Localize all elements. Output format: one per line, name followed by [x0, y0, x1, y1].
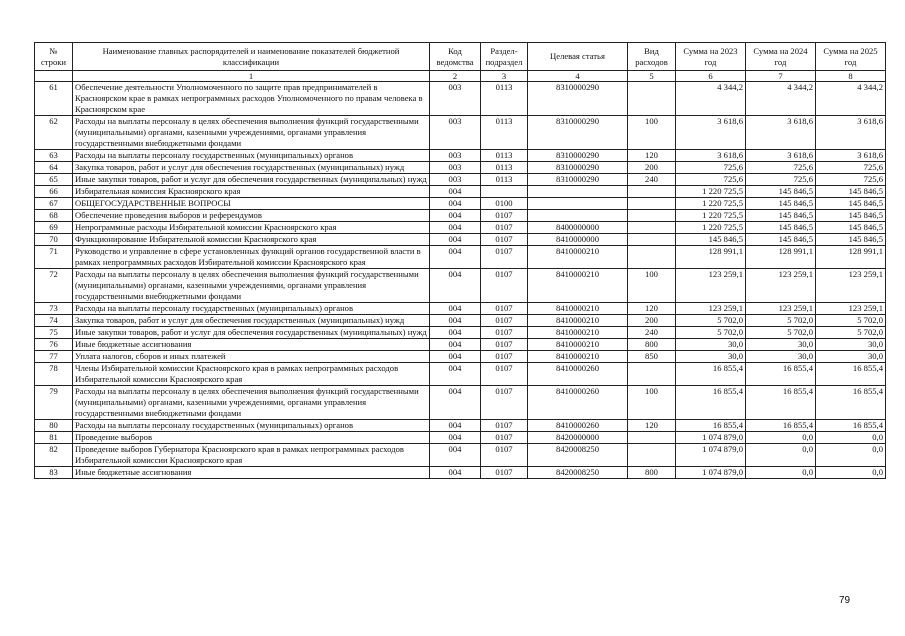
- row-number-cell: 78: [35, 363, 73, 386]
- row-name-cell: Расходы на выплаты персоналу в целях обеспечения выполнения функций государственными (муниципальными) органами, казенными учреждениями, органами управления государственными внебюджетными фондами: [73, 116, 430, 150]
- sum-2023-cell: 725,6: [676, 162, 746, 174]
- department-code-cell: 004: [430, 198, 481, 210]
- row-number-cell: 81: [35, 432, 73, 444]
- sum-2025-cell: 4 344,2: [816, 82, 886, 116]
- table-row: [35, 82, 886, 116]
- department-code-cell: 003: [430, 162, 481, 174]
- section-cell: 0107: [481, 327, 528, 339]
- budget-table-sheet: [34, 42, 885, 479]
- department-code-cell: 004: [430, 303, 481, 315]
- section-cell: 0107: [481, 303, 528, 315]
- section-cell: 0107: [481, 315, 528, 327]
- target-article-cell: 8410000210: [528, 315, 628, 327]
- row-name-cell: Проведение выборов Губернатора Красноярского края в рамках непрограммных расходов Избирательной комиссии Красноярского края: [73, 444, 430, 467]
- row-name-cell: Иные закупки товаров, работ и услуг для обеспечения государственных (муниципальных) нужд: [73, 174, 430, 186]
- sum-2025-cell: 145 846,5: [816, 210, 886, 222]
- sum-2024-cell: 0,0: [746, 432, 816, 444]
- sum-2023-cell: 4 344,2: [676, 82, 746, 116]
- row-number-cell: 61: [35, 82, 73, 116]
- row-number-cell: 73: [35, 303, 73, 315]
- target-article-cell: 8410000210: [528, 246, 628, 269]
- section-cell: 0113: [481, 116, 528, 150]
- section-cell: 0107: [481, 467, 528, 479]
- column-number: [35, 71, 73, 82]
- row-name-cell: Члены Избирательной комиссии Красноярского края в рамках непрограммных расходов Избирательной комиссии Красноярского края: [73, 363, 430, 386]
- expense-kind-cell: [628, 82, 676, 116]
- row-name-cell: Функционирование Избирательной комиссии Красноярского края: [73, 234, 430, 246]
- table-row: [35, 116, 886, 150]
- department-code-cell: 004: [430, 269, 481, 303]
- sum-2023-cell: 5 702,0: [676, 327, 746, 339]
- target-article-cell: 8410000210: [528, 351, 628, 363]
- table-row: [35, 186, 886, 198]
- row-number-cell: 69: [35, 222, 73, 234]
- target-article-cell: 8310000290: [528, 162, 628, 174]
- target-article-cell: 8400000000: [528, 222, 628, 234]
- row-number-cell: 72: [35, 269, 73, 303]
- expense-kind-cell: 240: [628, 327, 676, 339]
- table-row: [35, 303, 886, 315]
- sum-2023-cell: 1 074 879,0: [676, 444, 746, 467]
- department-code-cell: 003: [430, 82, 481, 116]
- sum-2025-cell: 145 846,5: [816, 186, 886, 198]
- column-number: 8: [816, 71, 886, 82]
- table-row: [35, 351, 886, 363]
- row-name-cell: Расходы на выплаты персоналу в целях обеспечения выполнения функций государственными (муниципальными) органами, казенными учреждениями, органами управления государственными внебюджетными фондами: [73, 269, 430, 303]
- sum-2024-cell: 5 702,0: [746, 315, 816, 327]
- target-article-cell: [528, 198, 628, 210]
- section-cell: 0107: [481, 246, 528, 269]
- sum-2025-cell: 3 618,6: [816, 150, 886, 162]
- department-code-cell: 004: [430, 363, 481, 386]
- header-department-code: Код ведомства: [430, 43, 481, 71]
- department-code-cell: 004: [430, 315, 481, 327]
- section-cell: 0107: [481, 432, 528, 444]
- target-article-cell: 8410000000: [528, 234, 628, 246]
- table-row: [35, 246, 886, 269]
- row-name-cell: Иные бюджетные ассигнования: [73, 339, 430, 351]
- column-number: 6: [676, 71, 746, 82]
- sum-2024-cell: 128 991,1: [746, 246, 816, 269]
- sum-2023-cell: 3 618,6: [676, 150, 746, 162]
- sum-2024-cell: 145 846,5: [746, 198, 816, 210]
- sum-2025-cell: 145 846,5: [816, 234, 886, 246]
- section-cell: 0107: [481, 269, 528, 303]
- budget-table: [34, 42, 886, 479]
- section-cell: 0107: [481, 444, 528, 467]
- row-name-cell: Иные бюджетные ассигнования: [73, 467, 430, 479]
- table-row: [35, 210, 886, 222]
- table-header-row: [35, 43, 886, 71]
- sum-2024-cell: 3 618,6: [746, 116, 816, 150]
- row-name-cell: Уплата налогов, сборов и иных платежей: [73, 351, 430, 363]
- target-article-cell: 8310000290: [528, 116, 628, 150]
- section-cell: 0113: [481, 174, 528, 186]
- row-name-cell: Иные закупки товаров, работ и услуг для обеспечения государственных (муниципальных) нужд: [73, 327, 430, 339]
- sum-2024-cell: 145 846,5: [746, 186, 816, 198]
- column-number: 1: [73, 71, 430, 82]
- header-section: Раздел-подраздел: [481, 43, 528, 71]
- table-row: [35, 327, 886, 339]
- department-code-cell: 004: [430, 386, 481, 420]
- sum-2024-cell: 3 618,6: [746, 150, 816, 162]
- table-row: [35, 222, 886, 234]
- sum-2025-cell: 3 618,6: [816, 116, 886, 150]
- department-code-cell: 003: [430, 116, 481, 150]
- row-name-cell: ОБЩЕГОСУДАРСТВЕННЫЕ ВОПРОСЫ: [73, 198, 430, 210]
- target-article-cell: 8410000210: [528, 327, 628, 339]
- sum-2023-cell: 1 220 725,5: [676, 222, 746, 234]
- section-cell: 0107: [481, 339, 528, 351]
- expense-kind-cell: 100: [628, 386, 676, 420]
- row-name-cell: Проведение выборов: [73, 432, 430, 444]
- target-article-cell: 8310000290: [528, 82, 628, 116]
- section-cell: 0107: [481, 386, 528, 420]
- expense-kind-cell: [628, 198, 676, 210]
- sum-2025-cell: 0,0: [816, 444, 886, 467]
- sum-2025-cell: 145 846,5: [816, 222, 886, 234]
- header-expense-kind: Вид расходов: [628, 43, 676, 71]
- section-cell: 0100: [481, 198, 528, 210]
- sum-2023-cell: 1 074 879,0: [676, 467, 746, 479]
- column-number: 3: [481, 71, 528, 82]
- row-number-cell: 67: [35, 198, 73, 210]
- expense-kind-cell: 100: [628, 269, 676, 303]
- expense-kind-cell: 100: [628, 116, 676, 150]
- target-article-cell: 8420000000: [528, 432, 628, 444]
- table-row: [35, 363, 886, 386]
- table-row: [35, 444, 886, 467]
- table-row: [35, 339, 886, 351]
- row-name-cell: Обеспечение проведения выборов и референдумов: [73, 210, 430, 222]
- department-code-cell: 004: [430, 327, 481, 339]
- sum-2023-cell: 1 220 725,5: [676, 198, 746, 210]
- expense-kind-cell: [628, 234, 676, 246]
- sum-2025-cell: 0,0: [816, 467, 886, 479]
- row-name-cell: Руководство и управление в сфере установленных функций органов государственной власти в рамках непрограммных расходов Избирательной комиссии Красноярского края: [73, 246, 430, 269]
- sum-2024-cell: 4 344,2: [746, 82, 816, 116]
- table-row: [35, 467, 886, 479]
- section-cell: 0113: [481, 150, 528, 162]
- sum-2023-cell: 30,0: [676, 351, 746, 363]
- expense-kind-cell: [628, 246, 676, 269]
- header-target-article: Целевая статья: [528, 43, 628, 71]
- sum-2025-cell: 725,6: [816, 174, 886, 186]
- row-name-cell: Расходы на выплаты персоналу государственных (муниципальных) органов: [73, 420, 430, 432]
- sum-2023-cell: 16 855,4: [676, 363, 746, 386]
- row-number-cell: 62: [35, 116, 73, 150]
- row-name-cell: Непрограммные расходы Избирательной комиссии Красноярского края: [73, 222, 430, 234]
- section-cell: 0107: [481, 210, 528, 222]
- sum-2023-cell: 5 702,0: [676, 315, 746, 327]
- sum-2023-cell: 123 259,1: [676, 269, 746, 303]
- section-cell: 0107: [481, 351, 528, 363]
- sum-2025-cell: 123 259,1: [816, 269, 886, 303]
- sum-2025-cell: 5 702,0: [816, 327, 886, 339]
- expense-kind-cell: 200: [628, 162, 676, 174]
- sum-2024-cell: 145 846,5: [746, 234, 816, 246]
- row-number-cell: 80: [35, 420, 73, 432]
- section-cell: 0113: [481, 162, 528, 174]
- sum-2025-cell: 123 259,1: [816, 303, 886, 315]
- sum-2023-cell: 30,0: [676, 339, 746, 351]
- department-code-cell: 003: [430, 174, 481, 186]
- row-number-cell: 83: [35, 467, 73, 479]
- section-cell: 0107: [481, 234, 528, 246]
- sum-2024-cell: 16 855,4: [746, 386, 816, 420]
- sum-2024-cell: 16 855,4: [746, 363, 816, 386]
- table-row: [35, 420, 886, 432]
- row-number-cell: 64: [35, 162, 73, 174]
- sum-2024-cell: 0,0: [746, 444, 816, 467]
- expense-kind-cell: 120: [628, 150, 676, 162]
- sum-2024-cell: 30,0: [746, 339, 816, 351]
- sum-2023-cell: 123 259,1: [676, 303, 746, 315]
- row-number-cell: 74: [35, 315, 73, 327]
- target-article-cell: 8410000210: [528, 339, 628, 351]
- column-number-row: [35, 71, 886, 82]
- sum-2025-cell: 30,0: [816, 339, 886, 351]
- row-number-cell: 63: [35, 150, 73, 162]
- table-row: [35, 386, 886, 420]
- target-article-cell: 8410000210: [528, 303, 628, 315]
- row-number-cell: 75: [35, 327, 73, 339]
- department-code-cell: 004: [430, 186, 481, 198]
- department-code-cell: 004: [430, 210, 481, 222]
- expense-kind-cell: [628, 432, 676, 444]
- section-cell: [481, 186, 528, 198]
- table-row: [35, 432, 886, 444]
- department-code-cell: 004: [430, 420, 481, 432]
- sum-2023-cell: 145 846,5: [676, 234, 746, 246]
- target-article-cell: 8310000290: [528, 174, 628, 186]
- sum-2023-cell: 1 220 725,5: [676, 186, 746, 198]
- department-code-cell: 003: [430, 150, 481, 162]
- row-number-cell: 82: [35, 444, 73, 467]
- section-cell: 0113: [481, 82, 528, 116]
- department-code-cell: 004: [430, 432, 481, 444]
- row-name-cell: Избирательная комиссия Красноярского края: [73, 186, 430, 198]
- table-row: [35, 269, 886, 303]
- header-sum-2023: Сумма на 2023 год: [676, 43, 746, 71]
- table-row: [35, 150, 886, 162]
- sum-2024-cell: 145 846,5: [746, 222, 816, 234]
- expense-kind-cell: 120: [628, 420, 676, 432]
- sum-2024-cell: 725,6: [746, 174, 816, 186]
- department-code-cell: 004: [430, 339, 481, 351]
- sum-2024-cell: 16 855,4: [746, 420, 816, 432]
- header-sum-2025: Сумма на 2025 год: [816, 43, 886, 71]
- row-number-cell: 71: [35, 246, 73, 269]
- sum-2025-cell: 16 855,4: [816, 363, 886, 386]
- expense-kind-cell: 850: [628, 351, 676, 363]
- sum-2025-cell: 128 991,1: [816, 246, 886, 269]
- table-row: [35, 315, 886, 327]
- section-cell: 0107: [481, 222, 528, 234]
- target-article-cell: 8420008250: [528, 444, 628, 467]
- expense-kind-cell: 120: [628, 303, 676, 315]
- sum-2025-cell: 0,0: [816, 432, 886, 444]
- header-sum-2024: Сумма на 2024 год: [746, 43, 816, 71]
- section-cell: 0107: [481, 420, 528, 432]
- header-name: Наименование главных распорядителей и наименование показателей бюджетной классификации: [73, 43, 430, 71]
- department-code-cell: 004: [430, 444, 481, 467]
- sum-2023-cell: 1 220 725,5: [676, 210, 746, 222]
- column-number: 2: [430, 71, 481, 82]
- expense-kind-cell: [628, 222, 676, 234]
- row-number-cell: 77: [35, 351, 73, 363]
- sum-2025-cell: 145 846,5: [816, 198, 886, 210]
- expense-kind-cell: 200: [628, 315, 676, 327]
- row-number-cell: 65: [35, 174, 73, 186]
- expense-kind-cell: [628, 444, 676, 467]
- expense-kind-cell: [628, 210, 676, 222]
- sum-2025-cell: 725,6: [816, 162, 886, 174]
- table-row: [35, 174, 886, 186]
- sum-2023-cell: 3 618,6: [676, 116, 746, 150]
- department-code-cell: 004: [430, 351, 481, 363]
- sum-2025-cell: 16 855,4: [816, 386, 886, 420]
- department-code-cell: 004: [430, 246, 481, 269]
- row-number-cell: 79: [35, 386, 73, 420]
- column-number: 4: [528, 71, 628, 82]
- row-number-cell: 70: [35, 234, 73, 246]
- sum-2023-cell: 16 855,4: [676, 420, 746, 432]
- expense-kind-cell: 240: [628, 174, 676, 186]
- table-body: [35, 82, 886, 479]
- section-cell: 0107: [481, 363, 528, 386]
- page-number: 79: [839, 595, 851, 606]
- row-name-cell: Обеспечение деятельности Уполномоченного по защите прав предпринимателей в Красноярском крае в рамках непрограммных расходов Уполномоченного по правам человека в Красноярском крае: [73, 82, 430, 116]
- target-article-cell: 8420008250: [528, 467, 628, 479]
- sum-2024-cell: 725,6: [746, 162, 816, 174]
- target-article-cell: 8410000210: [528, 269, 628, 303]
- row-number-cell: 68: [35, 210, 73, 222]
- sum-2024-cell: 123 259,1: [746, 303, 816, 315]
- department-code-cell: 004: [430, 222, 481, 234]
- sum-2024-cell: 123 259,1: [746, 269, 816, 303]
- sum-2024-cell: 30,0: [746, 351, 816, 363]
- target-article-cell: [528, 210, 628, 222]
- row-number-cell: 76: [35, 339, 73, 351]
- expense-kind-cell: 800: [628, 339, 676, 351]
- department-code-cell: 004: [430, 234, 481, 246]
- sum-2023-cell: 1 074 879,0: [676, 432, 746, 444]
- column-number: 7: [746, 71, 816, 82]
- target-article-cell: [528, 186, 628, 198]
- sum-2025-cell: 30,0: [816, 351, 886, 363]
- column-number: 5: [628, 71, 676, 82]
- sum-2024-cell: 145 846,5: [746, 210, 816, 222]
- expense-kind-cell: [628, 363, 676, 386]
- target-article-cell: 8410000260: [528, 420, 628, 432]
- row-name-cell: Расходы на выплаты персоналу в целях обеспечения выполнения функций государственными (муниципальными) органами, казенными учреждениями, органами управления государственными внебюджетными фондами: [73, 386, 430, 420]
- sum-2025-cell: 5 702,0: [816, 315, 886, 327]
- target-article-cell: 8410000260: [528, 386, 628, 420]
- row-name-cell: Закупка товаров, работ и услуг для обеспечения государственных (муниципальных) нужд: [73, 162, 430, 174]
- row-number-cell: 66: [35, 186, 73, 198]
- sum-2023-cell: 16 855,4: [676, 386, 746, 420]
- row-name-cell: Расходы на выплаты персоналу государственных (муниципальных) органов: [73, 150, 430, 162]
- table-row: [35, 198, 886, 210]
- target-article-cell: 8310000290: [528, 150, 628, 162]
- row-name-cell: Закупка товаров, работ и услуг для обеспечения государственных (муниципальных) нужд: [73, 315, 430, 327]
- sum-2023-cell: 725,6: [676, 174, 746, 186]
- expense-kind-cell: 800: [628, 467, 676, 479]
- row-name-cell: Расходы на выплаты персоналу государственных (муниципальных) органов: [73, 303, 430, 315]
- sum-2023-cell: 128 991,1: [676, 246, 746, 269]
- sum-2025-cell: 16 855,4: [816, 420, 886, 432]
- expense-kind-cell: [628, 186, 676, 198]
- sum-2024-cell: 5 702,0: [746, 327, 816, 339]
- table-row: [35, 162, 886, 174]
- header-row-number: № строки: [35, 43, 73, 71]
- target-article-cell: 8410000260: [528, 363, 628, 386]
- department-code-cell: 004: [430, 467, 481, 479]
- sum-2024-cell: 0,0: [746, 467, 816, 479]
- table-row: [35, 234, 886, 246]
